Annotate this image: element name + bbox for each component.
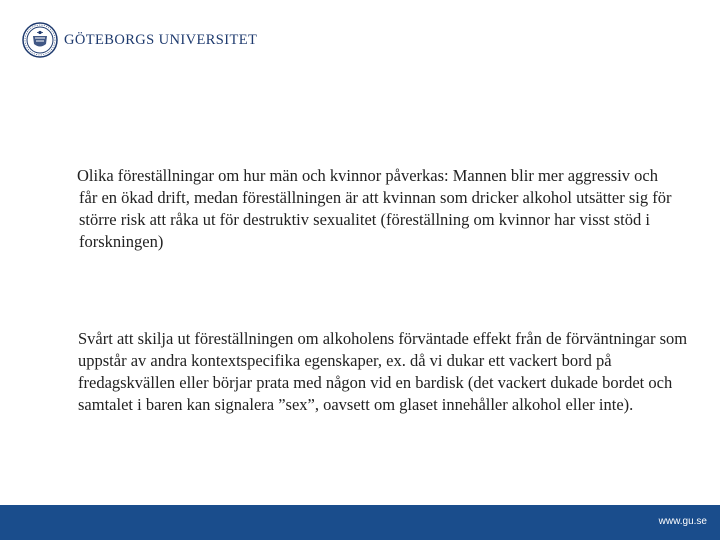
university-name: GÖTEBORGS UNIVERSITET [64, 31, 258, 48]
paragraph-gender-beliefs: Olika föreställningar om hur män och kvinnor påverkas: Mannen blir mer aggressiv och får en ökad drift, medan föreställningen är att kvinnan som dricker alkohol utsätter sig för större risk att råka ut för destruktiv sexualitet (föreställning om kvinnor har visst stöd i forskningen) [77, 166, 672, 251]
footer-url[interactable]: www.gu.se [658, 516, 707, 527]
paragraph-expectation-effects: Svårt att skilja ut föreställningen om alkoholens förväntade effekt från de förväntningar som uppstår av andra kontextspecifika egenskaper, ex. då vi dukar ett vackert bord på fredagskvällen eller börjar prata med någon vid en bardisk (det vackert dukade bordet och samtalet i baren kan signalera ”sex”, oavsett om glaset innehåller alkohol eller inte). [78, 329, 688, 414]
university-seal-icon [22, 22, 58, 58]
header [22, 20, 257, 60]
footer-bar [0, 505, 720, 540]
